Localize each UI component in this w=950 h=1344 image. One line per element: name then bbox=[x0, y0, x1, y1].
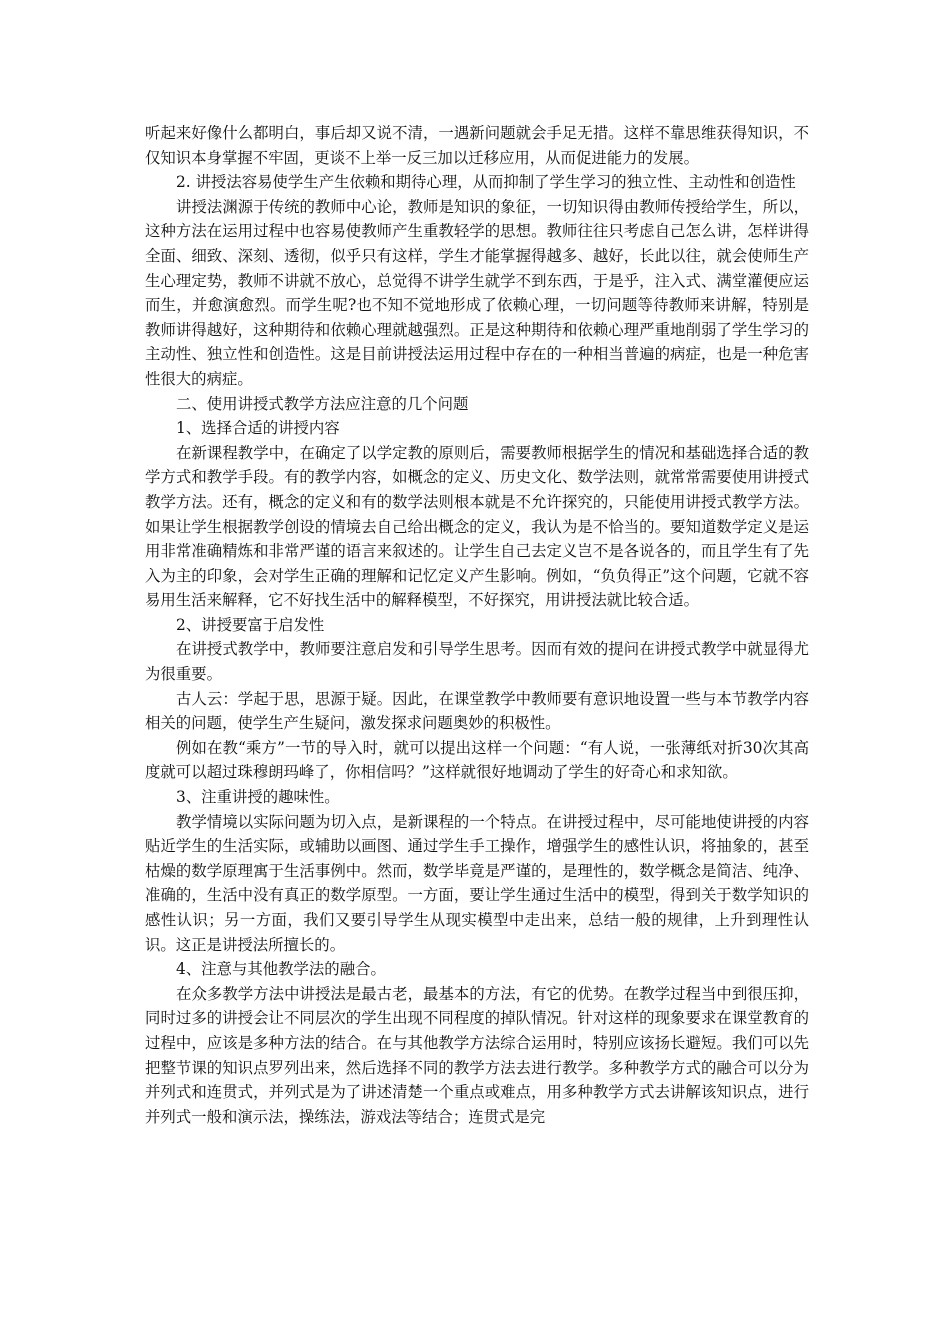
paragraph: 在众多教学方法中讲授法是最古老，最基本的方法，有它的优势。在教学过程当中到很压抑，同时过多的讲授会让不同层次的学生出现不同程度的掉队情况。针对这样的现象要求在课堂教育的过程中，应该是多种方法的结合。在与其他教学方法综合运用时，特别应该扬长避短。我们可以先把整节课的知识点罗列出来，然后选择不同的教学方法去进行教学。多种教学方式的融合可以分为并列式和连贯式，并列式是为了讲述清楚一个重点或难点，用多种教学方式去讲解该知识点，进行并列式一般和演示法，操练法，游戏法等结合；连贯式是完 bbox=[145, 984, 809, 1126]
paragraph: 教学情境以实际问题为切入点，是新课程的一个特点。在讲授过程中，尽可能地使讲授的内容贴近学生的生活实际，或辅助以画图、通过学生手工操作，增强学生的感性认识，将抽象的，甚至枯燥的数学原理寓于生活事例中。然而，数学毕竟是严谨的，是理性的，数学概念是简洁、纯净、准确的，生活中没有真正的数学原型。一方面，要让学生通过生活中的模型，得到关于数学知识的感性认识；另一方面，我们又要引导学生从现实模型中走出来，总结一般的规律，上升到理性认识。这正是讲授法所擅长的。 bbox=[145, 812, 809, 954]
section-heading: 二、使用讲授式教学方法应注意的几个问题 bbox=[176, 394, 469, 413]
paragraph: 讲授法渊源于传统的教师中心论，教师是知识的象征，一切知识得由教师传授给学生，所以，这种方法在运用过程中也容易使教师产生重教轻学的思想。教师往往只考虑自己怎么讲，怎样讲得全面、细致、深刻、透彻，似乎只有这样，学生才能掌握得越多、越好，长此以往，就会使师生产生心理定势，教师不讲就不放心，总觉得不讲学生就学不到东西，于是乎，注入式、满堂灌便应运而生，并愈演愈烈。而学生呢?也不知不觉地形成了依赖心理，一切问题等待教师来讲解，特别是教师讲得越好，这种期待和依赖心理就越强烈。正是这种期待和依赖心理严重地削弱了学生学习的主动性、独立性和创造性。这是目前讲授法运用过程中存在的一种相当普遍的病症，也是一种危害性很大的病症。 bbox=[145, 197, 809, 388]
subsection-heading: 1、选择合适的讲授内容 bbox=[176, 419, 340, 438]
paragraph: 在新课程教学中，在确定了以学定教的原则后，需要教师根据学生的情况和基础选择合适的教学方式和教学手段。有的教学内容，如概念的定义、历史文化、数学法则，就常常需要使用讲授式教学方法。还有，概念的定义和有的数学法则根本就是不允许探究的，只能使用讲授式教学方法。如果让学生根据教学创设的情境去自己给出概念的定义，我认为是不恰当的。要知道数学定义是运用非常准确精炼和非常严谨的语言来叙述的。让学生自己去定义岂不是各说各的，而且学生有了先入为主的印象，会对学生正确的理解和记忆定义产生影响。例如，“负负得正”这个问题，它就不容易用生活来解释，它不好找生活中的解释模型，不好探究，用讲授法就比较合适。 bbox=[145, 443, 809, 610]
subsection-heading: 4、注意与其他教学法的融合。 bbox=[176, 960, 386, 979]
paragraph: 听起来好像什么都明白，事后却又说不清，一遇新问题就会手足无措。这样不靠思维获得知识，不仅知识本身掌握不牢固，更谈不上举一反三加以迁移应用，从而促进能力的发展。 bbox=[145, 124, 809, 167]
paragraph: 古人云：学起于思，思源于疑。因此，在课堂教学中教师要有意识地设置一些与本节教学内容相关的问题，使学生产生疑问，激发探求问题奥妙的积极性。 bbox=[145, 689, 809, 733]
document-body bbox=[145, 121, 809, 1129]
paragraph-heading: 2. 讲授法容易使学生产生依赖和期待心理，从而抑制了学生学习的独立性、主动性和创造性 bbox=[176, 173, 796, 192]
paragraph: 在讲授式教学中，教师要注意启发和引导学生思考。因而有效的提问在讲授式教学中就显得尤为很重要。 bbox=[145, 640, 809, 684]
paragraph: 例如在教“乘方”一节的导入时，就可以提出这样一个问题：“有人说，一张薄纸对折30次其高度就可以超过珠穆朗玛峰了，你相信吗？”这样就很好地调动了学生的好奇心和求知欲。 bbox=[145, 738, 809, 782]
subsection-heading: 2、讲授要富于启发性 bbox=[176, 615, 325, 634]
subsection-heading: 3、注重讲授的趣味性。 bbox=[176, 788, 340, 807]
